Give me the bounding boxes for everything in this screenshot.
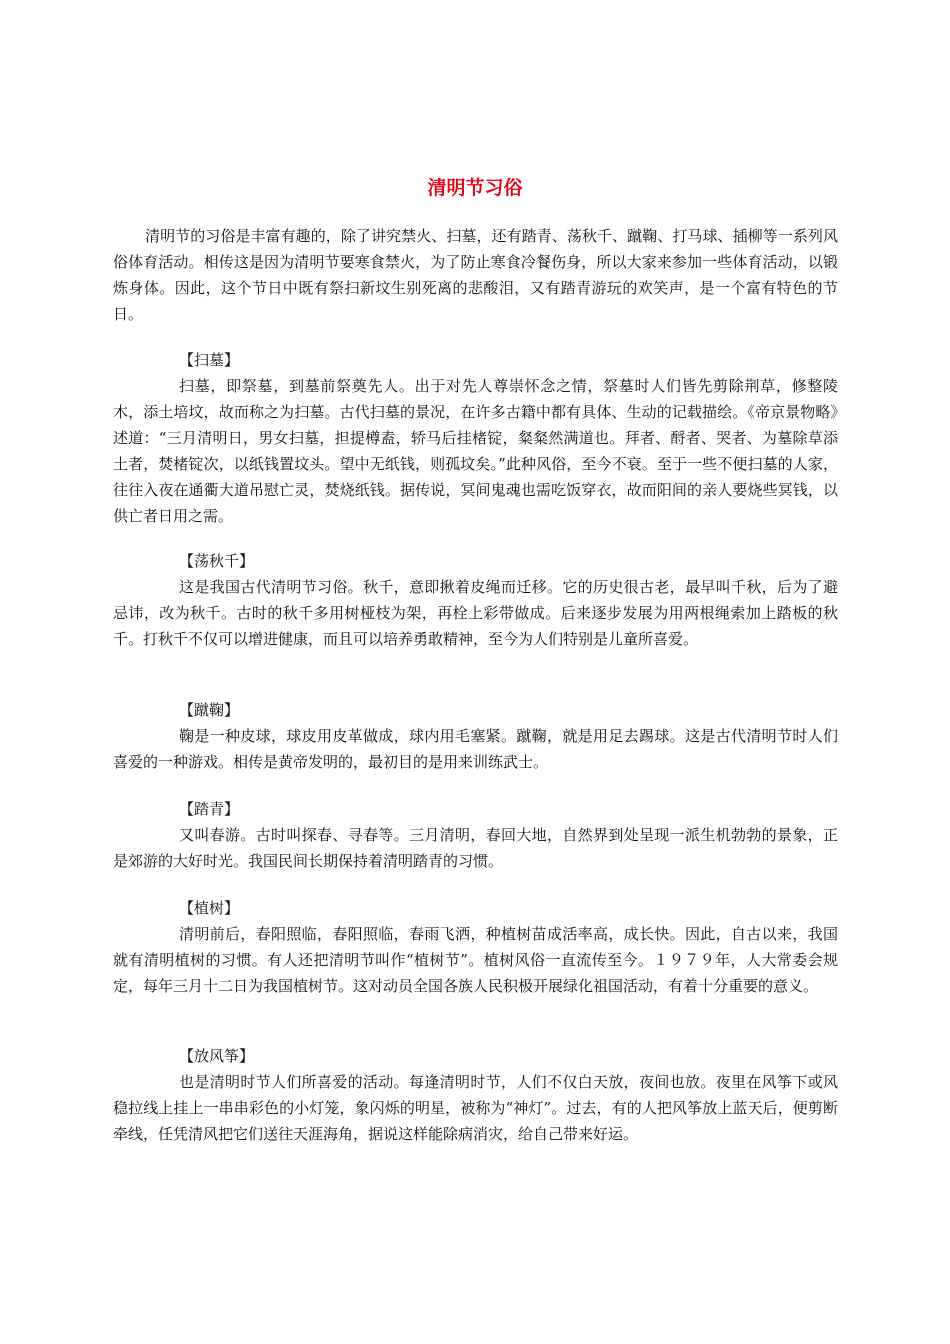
section-spring-outing xyxy=(113,796,838,874)
document-title: 清明节习俗 xyxy=(427,177,523,199)
section-body: 这是我国古代清明节习俗。秋千，意即揪着皮绳而迁移。它的历史很古老，最早叫千秋，后为了避忌讳，改为秋千。古时的秋千多用树桠枝为架，再栓上彩带做成。后来逐步发展为用两根绳索加上踏板的秋千。打秋千不仅可以增进健康，而且可以培养勇敢精神，至今为人们特别是儿童所喜爱。 xyxy=(113,578,838,648)
section-cuju xyxy=(113,697,838,775)
section-tree-planting xyxy=(113,895,838,999)
section-heading: 【扫墓】 xyxy=(179,351,240,369)
section-heading: 【踏青】 xyxy=(179,800,240,818)
section-heading: 【荡秋千】 xyxy=(179,552,255,570)
section-body: 也是清明时节人们所喜爱的活动。每逢清明时节，人们不仅白天放，夜间也放。夜里在风筝下或风稳拉线上挂上一串串彩色的小灯笼，象闪烁的明星，被称为“神灯”。过去，有的人把风筝放上蓝天后，便剪断牵线，任凭清风把它们送往天涯海角，据说这样能除病消灾，给自己带来好运。 xyxy=(113,1073,838,1143)
section-sweeping-tombs xyxy=(113,347,838,529)
section-body: 扫墓，即祭墓，到墓前祭奠先人。出于对先人尊崇怀念之情，祭墓时人们皆先剪除荆草，修整陵木，添土培坟，故而称之为扫墓。古代扫墓的景况，在许多古籍中都有具体、生动的记载描绘。《帝京景物略》述道：“三月清明日，男女扫墓，担提樽盍，轿马后挂楮锭，粲粲然满道也。拜者、酹者、哭者、为墓除草添土者，焚楮锭次，以纸钱置坟头。望中无纸钱，则孤坟矣。”此种风俗，至今不衰。至于一些不便扫墓的人家，往往入夜在通衢大道吊慰亡灵，焚烧纸钱。据传说，冥间鬼魂也需吃饭穿衣，故而阳间的亲人要烧些冥钱，以供亡者日用之需。 xyxy=(113,377,838,525)
section-body: 鞠是一种皮球，球皮用皮革做成，球内用毛塞紧。蹴鞠，就是用足去踢球。这是古代清明节时人们喜爱的一种游戏。相传是黄帝发明的，最初目的是用来训练武士。 xyxy=(113,727,838,771)
section-heading: 【植树】 xyxy=(179,899,240,917)
section-heading: 【放风筝】 xyxy=(179,1047,255,1065)
section-kite-flying xyxy=(113,1043,838,1147)
section-swing xyxy=(113,548,838,652)
section-heading: 【蹴鞠】 xyxy=(179,701,240,719)
section-body: 又叫春游。古时叫探春、寻春等。三月清明，春回大地，自然界到处呈现一派生机勃勃的景象，正是郊游的大好时光。我国民间长期保持着清明踏青的习惯。 xyxy=(113,826,838,870)
intro-paragraph: 清明节的习俗是丰富有趣的，除了讲究禁火、扫墓，还有踏青、荡秋千、蹴鞠、打马球、插柳等一系列风俗体育活动。相传这是因为清明节要寒食禁火，为了防止寒食冷餐伤身，所以大家来参加一些体育活动，以锻炼身体。因此，这个节日中既有祭扫新坟生别死离的悲酸泪，又有踏青游玩的欢笑声，是一个富有特色的节日。 xyxy=(113,227,838,323)
section-body: 清明前后，春阳照临，春阳照临，春雨飞洒，种植树苗成活率高，成长快。因此，自古以来，我国就有清明植树的习惯。有人还把清明节叫作“植树节”。植树风俗一直流传至今。１９７９年，人大常委会规定，每年三月十二日为我国植树节。这对动员全国各族人民积极开展绿化祖国活动，有着十分重要的意义。 xyxy=(113,925,838,995)
